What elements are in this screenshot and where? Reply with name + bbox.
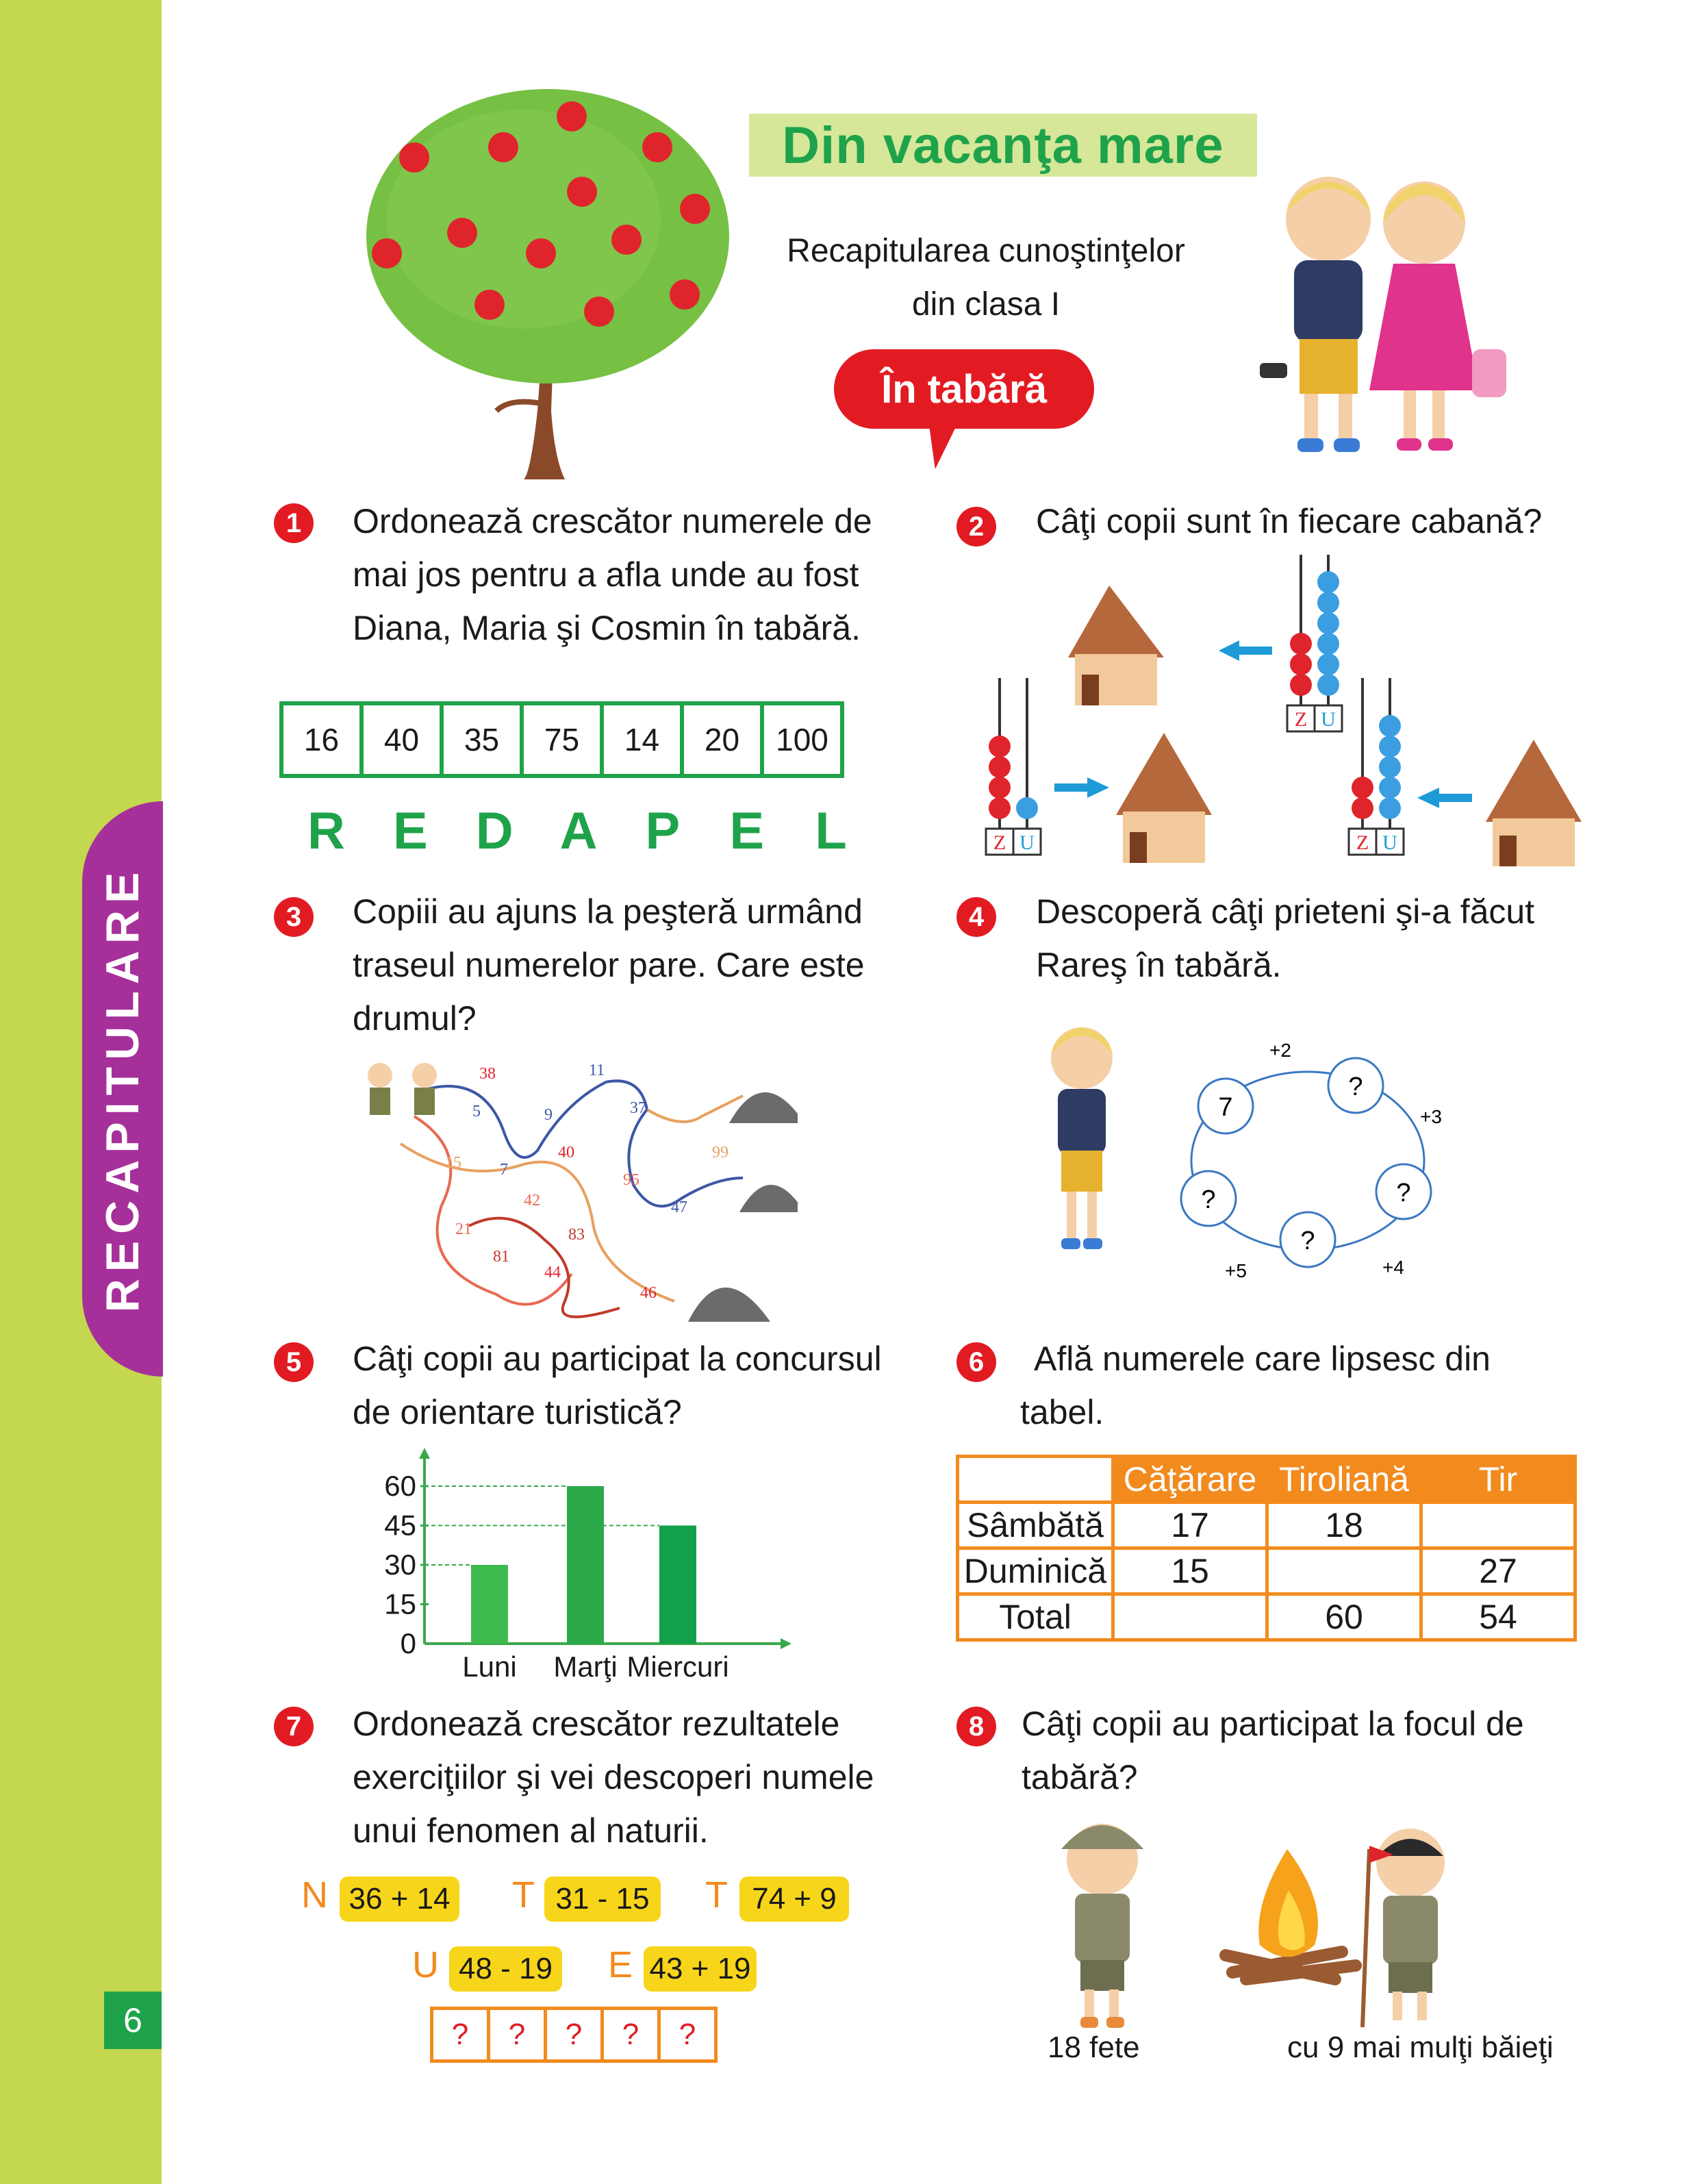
campfire-illustration xyxy=(1027,1808,1561,2034)
gingerbread-house xyxy=(1068,586,1164,705)
y-tick-label: 15 xyxy=(384,1587,416,1620)
maze-number: 44 xyxy=(544,1264,561,1281)
exercise-7-badge: 7 xyxy=(274,1707,314,1746)
row-label: Sâmbătă xyxy=(958,1503,1113,1548)
expr-letter: E xyxy=(608,1944,633,1985)
cycle-unknown: ? xyxy=(1201,1185,1216,1214)
maze-number: 83 xyxy=(568,1226,585,1244)
cycle-step: +5 xyxy=(1225,1260,1247,1281)
exercise-6-line: Află numerele care lipsesc din xyxy=(1034,1340,1491,1378)
letter: P xyxy=(645,802,681,860)
exercise-5-line: Câţi copii au participat la concursul xyxy=(353,1340,882,1378)
cycle-start-value: 7 xyxy=(1218,1093,1233,1122)
exercise-6-text xyxy=(1020,1332,1491,1439)
subtitle-line-1: Recapitularea cunoştinţelor xyxy=(787,233,1185,269)
exercise-3-badge: 3 xyxy=(274,897,314,937)
answer-box: ? xyxy=(604,2007,661,2063)
table-corner xyxy=(958,1457,1113,1503)
maze-number: 21 xyxy=(455,1220,472,1238)
x-tick-label: Miercuri xyxy=(626,1650,729,1683)
exercise-3-line: drumul? xyxy=(353,999,477,1038)
table-header: Tiroliană xyxy=(1267,1457,1421,1503)
answer-box: ? xyxy=(430,2007,490,2063)
girl-scout xyxy=(1061,1824,1143,2028)
cycle-unknown: ? xyxy=(1396,1179,1411,1207)
letter-row xyxy=(284,801,873,861)
exercise-7-line: Ordonează crescător rezultatele xyxy=(353,1705,840,1743)
expr-letter: T xyxy=(705,1874,728,1916)
y-tick-label: 60 xyxy=(384,1470,416,1502)
cycle-unknown: ? xyxy=(1348,1072,1363,1101)
table-cell: 18 xyxy=(1267,1503,1421,1548)
maze-number: 7 xyxy=(500,1161,508,1179)
x-tick-label: Luni xyxy=(462,1650,517,1683)
table-cell xyxy=(1267,1548,1421,1594)
girls-caption: 18 fete xyxy=(1048,2031,1140,2064)
maze-number: 47 xyxy=(671,1198,687,1216)
y-axis-arrow xyxy=(419,1448,430,1459)
exercise-8-line: tabără? xyxy=(1022,1758,1138,1796)
exercise-1-line: Diana, Maria şi Cosmin în tabără. xyxy=(353,609,861,647)
maze-number: 40 xyxy=(558,1144,574,1162)
answer-box: ? xyxy=(547,2007,604,2063)
bar xyxy=(659,1526,696,1644)
page-title: Din vacanţa mare xyxy=(749,114,1257,177)
letter: D xyxy=(475,802,514,860)
activity-table xyxy=(956,1455,1577,1642)
number-cell: 75 xyxy=(522,703,602,776)
maze-number: 99 xyxy=(712,1144,728,1162)
letter: E xyxy=(392,802,428,860)
fire-icon xyxy=(1226,1849,1356,1979)
exercise-1-line: mai jos pentru a afla unde au fost xyxy=(353,555,859,594)
y-tick-label: 0 xyxy=(400,1627,416,1659)
table-cell: 27 xyxy=(1421,1548,1575,1594)
abacus-label-z: Z xyxy=(993,831,1006,854)
x-axis-arrow xyxy=(781,1638,791,1649)
exercise-8-text xyxy=(1022,1697,1524,1804)
exercise-1-line: Ordonează crescător numerele de xyxy=(353,502,872,540)
maze-number: 15 xyxy=(445,1154,461,1172)
maze-number: 9 xyxy=(544,1106,553,1124)
subtitle xyxy=(746,225,1226,331)
exercise-3-line: traseul numerelor pare. Care este xyxy=(353,946,865,984)
speech-bubble: În tabără xyxy=(834,349,1094,429)
abacus-label-u: U xyxy=(1321,708,1336,731)
exercise-8-badge: 8 xyxy=(956,1707,996,1746)
number-cell: 35 xyxy=(442,703,522,776)
exercise-7-text xyxy=(353,1697,874,1857)
exercise-2-badge: 2 xyxy=(956,507,996,547)
exercise-5-line: de orientare turistică? xyxy=(353,1393,682,1431)
page-number: 6 xyxy=(104,1992,162,2049)
expr-box: 43 + 19 xyxy=(644,1946,757,1992)
section-tab xyxy=(82,801,163,1377)
row-label: Total xyxy=(958,1594,1113,1640)
row-label: Duminică xyxy=(958,1548,1113,1594)
answer-box: ? xyxy=(490,2007,547,2063)
cycle-unknown: ? xyxy=(1300,1227,1315,1255)
exercise-7-line: exerciţiilor şi vei descoperi numele xyxy=(353,1758,874,1796)
x-tick-label: Marţi xyxy=(553,1650,618,1683)
exercise-6-line: tabel. xyxy=(1020,1393,1104,1431)
exercise-6-badge: 6 xyxy=(956,1342,996,1382)
table-cell xyxy=(1421,1503,1575,1548)
expr-box: 48 - 19 xyxy=(449,1946,562,1992)
cycle-step: +3 xyxy=(1420,1106,1442,1127)
exercise-4-line: Descoperă câţi prieteni şi-a făcut xyxy=(1036,892,1535,931)
letter: L xyxy=(815,802,847,860)
table-cell: 60 xyxy=(1267,1594,1421,1640)
boy-scout xyxy=(1363,1829,1445,2027)
expr-letter: T xyxy=(512,1874,535,1916)
exercise-4-badge: 4 xyxy=(956,897,996,937)
y-tick-label: 45 xyxy=(384,1509,416,1542)
number-table xyxy=(279,701,844,778)
maze-number: 95 xyxy=(623,1171,639,1189)
abacus-houses-illustration xyxy=(965,548,1609,877)
answer-box: ? xyxy=(661,2007,718,2063)
exercise-4-line: Rareş în tabără. xyxy=(1036,946,1282,984)
abacus-label-z: Z xyxy=(1294,708,1308,731)
number-cell: 14 xyxy=(602,703,682,776)
table-cell xyxy=(1113,1594,1267,1640)
expr-letter: U xyxy=(412,1944,439,1985)
table-cell: 54 xyxy=(1421,1594,1575,1640)
letter: R xyxy=(307,802,345,860)
table-cell: 17 xyxy=(1113,1503,1267,1548)
bar xyxy=(471,1565,508,1644)
table-cell: 15 xyxy=(1113,1548,1267,1594)
maze-number: 42 xyxy=(524,1192,540,1209)
bar xyxy=(567,1486,604,1644)
cycle-step: +2 xyxy=(1269,1040,1291,1061)
maze-number: 37 xyxy=(630,1099,646,1117)
subtitle-line-2: din clasa I xyxy=(911,286,1061,323)
exercise-1-text xyxy=(353,494,872,655)
letter: A xyxy=(559,802,598,860)
boy-illustration xyxy=(1041,1020,1123,1267)
expr-box: 31 - 15 xyxy=(544,1877,661,1922)
maze-number: 46 xyxy=(640,1284,657,1302)
expr-box: 36 + 14 xyxy=(340,1877,459,1922)
abacus-label-u: U xyxy=(1382,831,1397,854)
number-cell: 100 xyxy=(762,703,842,776)
exercise-7-line: unui fenomen al naturii. xyxy=(353,1811,709,1850)
maze-number: 81 xyxy=(493,1248,509,1266)
abacus-label-u: U xyxy=(1019,831,1035,854)
letter: E xyxy=(729,802,765,860)
expr-box: 74 + 9 xyxy=(739,1877,849,1922)
cave-icon xyxy=(688,1288,770,1322)
boys-caption: cu 9 mai mulţi băieţi xyxy=(1287,2031,1554,2064)
exercise-1-badge: 1 xyxy=(274,503,314,543)
friends-cycle-diagram xyxy=(1157,1031,1458,1291)
apple-tree-illustration xyxy=(346,89,743,486)
maze-number: 11 xyxy=(589,1062,605,1079)
children-illustration xyxy=(1253,164,1513,466)
exercise-5-badge: 5 xyxy=(274,1342,314,1382)
exercise-8-line: Câţi copii au participat la focul de xyxy=(1022,1705,1524,1743)
bar-chart xyxy=(370,1438,794,1685)
exercise-4-text xyxy=(1036,885,1534,992)
table-header: Tir xyxy=(1421,1457,1575,1503)
number-cell: 16 xyxy=(281,703,362,776)
number-cell: 20 xyxy=(682,703,762,776)
exercise-5-text xyxy=(353,1332,882,1439)
expr-letter: N xyxy=(301,1874,328,1916)
table-header: Căţărare xyxy=(1113,1457,1267,1503)
exercise-3-line: Copiii au ajuns la peşteră urmând xyxy=(353,892,863,931)
exercise-3-text xyxy=(353,885,865,1045)
y-tick-label: 30 xyxy=(384,1548,416,1581)
cave-icon xyxy=(739,1185,798,1212)
maze-number: 5 xyxy=(472,1103,481,1120)
maze-number: 38 xyxy=(479,1065,496,1083)
cycle-step: +4 xyxy=(1382,1257,1404,1278)
abacus-label-z: Z xyxy=(1356,831,1369,854)
exercise-2-text: Câţi copii sunt în fiecare cabană? xyxy=(1036,502,1543,540)
answer-boxes xyxy=(430,2007,718,2063)
maze-illustration xyxy=(359,1048,798,1335)
section-label: RECAPITULARE xyxy=(97,865,149,1313)
number-cell: 40 xyxy=(362,703,442,776)
